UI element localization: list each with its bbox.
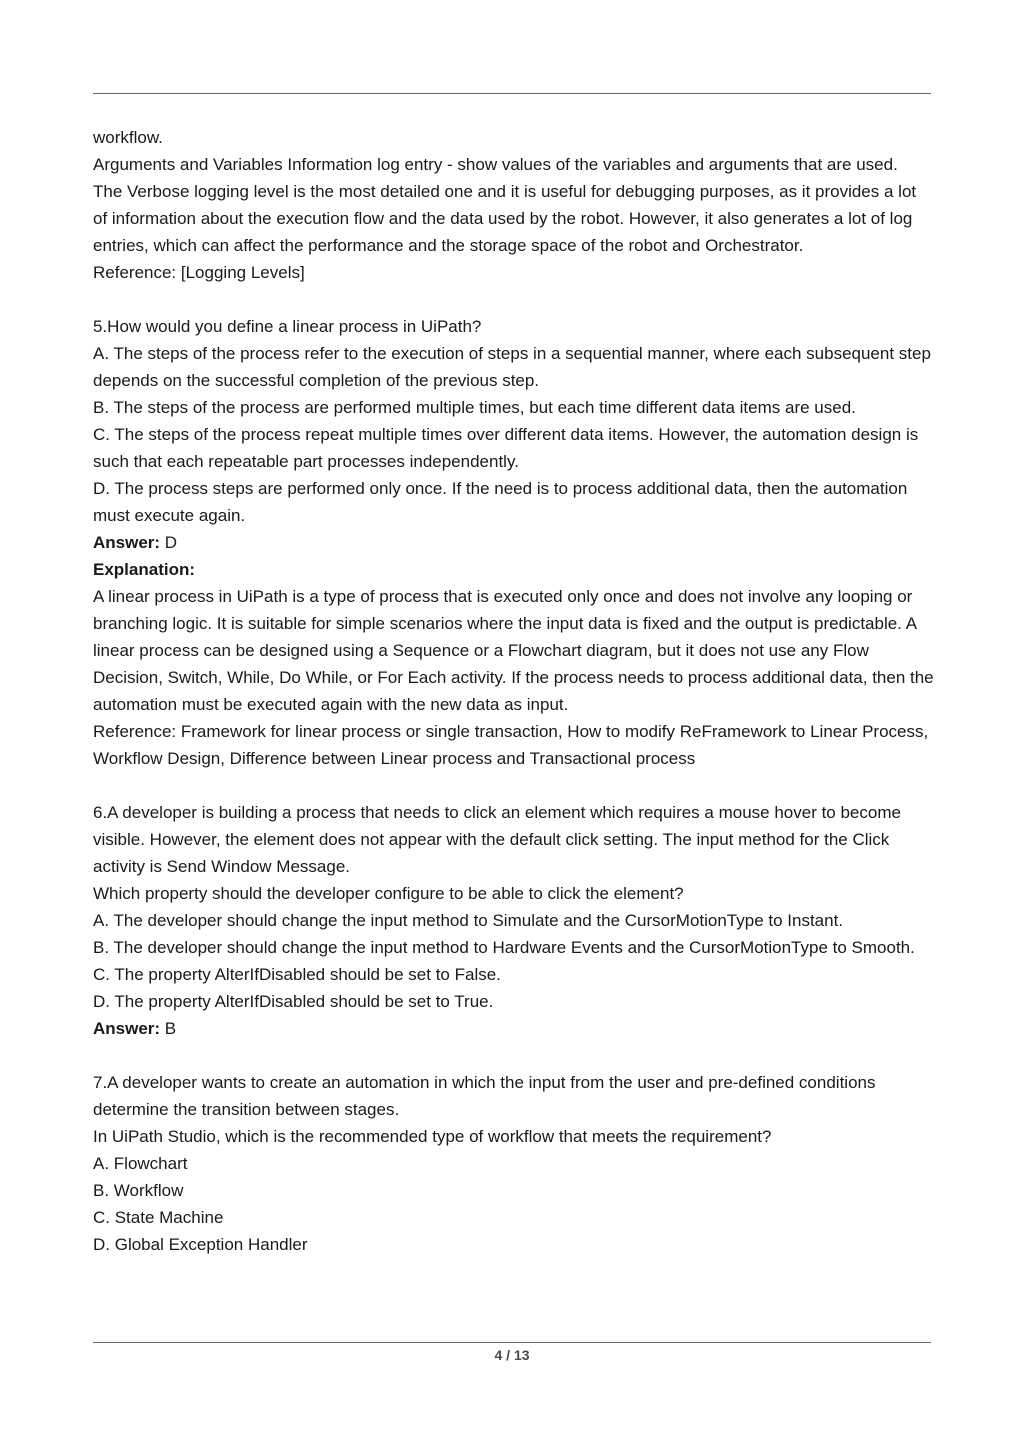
q6-question: 6.A developer is building a process that needs to click an element which requires a mouse hover to become visible. However, the element does not appear with the default click setting. The input method for the Click activity is Send Window Message. bbox=[93, 803, 901, 876]
q6-prompt: Which property should the developer configure to be able to click the element? bbox=[93, 884, 684, 903]
spacer bbox=[93, 772, 935, 799]
page-content bbox=[93, 124, 935, 1258]
q6-option-c: C. The property AlterIfDisabled should be set to False. bbox=[93, 965, 501, 984]
spacer bbox=[93, 1042, 935, 1069]
q5-answer bbox=[93, 529, 935, 556]
q5-option-d: D. The process steps are performed only once. If the need is to process additional data, then the automation must execute again. bbox=[93, 479, 908, 525]
q5-explanation-text: A linear process in UiPath is a type of process that is executed only once and does not involve any looping or branching logic. It is suitable for simple scenarios where the input data is fixed and the output is predictable. A linear process can be designed using a Sequence or a Flowchart diagram, but it does not use any Flow Decision, Switch, While, Do While, or For Each activity. If the process needs to process additional data, then the automation must be executed again with the new data as input. bbox=[93, 587, 934, 714]
q5-explanation-heading bbox=[93, 556, 935, 583]
footer-rule bbox=[93, 1342, 931, 1343]
q7-question: 7.A developer wants to create an automation in which the input from the user and pre-defined conditions determine the transition between stages. bbox=[93, 1073, 876, 1119]
q6-option-a: A. The developer should change the input method to Simulate and the CursorMotionType to Instant. bbox=[93, 911, 844, 930]
q7-option-d: D. Global Exception Handler bbox=[93, 1235, 308, 1254]
q5-explanation-label: Explanation: bbox=[93, 560, 196, 579]
q7-option-a: A. Flowchart bbox=[93, 1154, 188, 1173]
q6-option-b: B. The developer should change the input method to Hardware Events and the CursorMotionType to Smooth. bbox=[93, 938, 915, 957]
intro-line-3: The Verbose logging level is the most detailed one and it is useful for debugging purposes, as it provides a lot of information about the execution flow and the data used by the robot. However, it also generates a lot of log entries, which can affect the performance and the storage space of the robot and Orchestrator. bbox=[93, 182, 917, 255]
q6-answer bbox=[93, 1015, 935, 1042]
intro-line-2: Arguments and Variables Information log entry - show values of the variables and arguments that are used. bbox=[93, 155, 898, 174]
q5-option-b: B. The steps of the process are performed multiple times, but each time different data items are used. bbox=[93, 398, 856, 417]
q7-prompt: In UiPath Studio, which is the recommended type of workflow that meets the requirement? bbox=[93, 1127, 772, 1146]
q5-option-a: A. The steps of the process refer to the execution of steps in a sequential manner, where each subsequent step depends on the successful completion of the previous step. bbox=[93, 344, 931, 390]
intro-line-1: workflow. bbox=[93, 128, 163, 147]
q5-answer-label: Answer: bbox=[93, 533, 161, 552]
q5-reference: Reference: Framework for linear process or single transaction, How to modify ReFramework to Linear Process, Workflow Design, Difference between Linear process and Transactional process bbox=[93, 722, 929, 768]
q7-option-b: B. Workflow bbox=[93, 1181, 184, 1200]
intro-reference: Reference: [Logging Levels] bbox=[93, 263, 305, 282]
spacer bbox=[93, 286, 935, 313]
q6-answer-label: Answer: bbox=[93, 1019, 161, 1038]
q7-option-c: C. State Machine bbox=[93, 1208, 224, 1227]
q5-answer-value: D bbox=[160, 533, 178, 552]
q5-question: 5.How would you define a linear process in UiPath? bbox=[93, 317, 482, 336]
q5-option-c: C. The steps of the process repeat multiple times over different data items. However, the automation design is such that each repeatable part processes independently. bbox=[93, 425, 919, 471]
q6-answer-value: B bbox=[160, 1019, 177, 1038]
q6-option-d: D. The property AlterIfDisabled should be set to True. bbox=[93, 992, 494, 1011]
header-rule bbox=[93, 93, 931, 94]
page-number: 4 / 13 bbox=[494, 1347, 530, 1363]
